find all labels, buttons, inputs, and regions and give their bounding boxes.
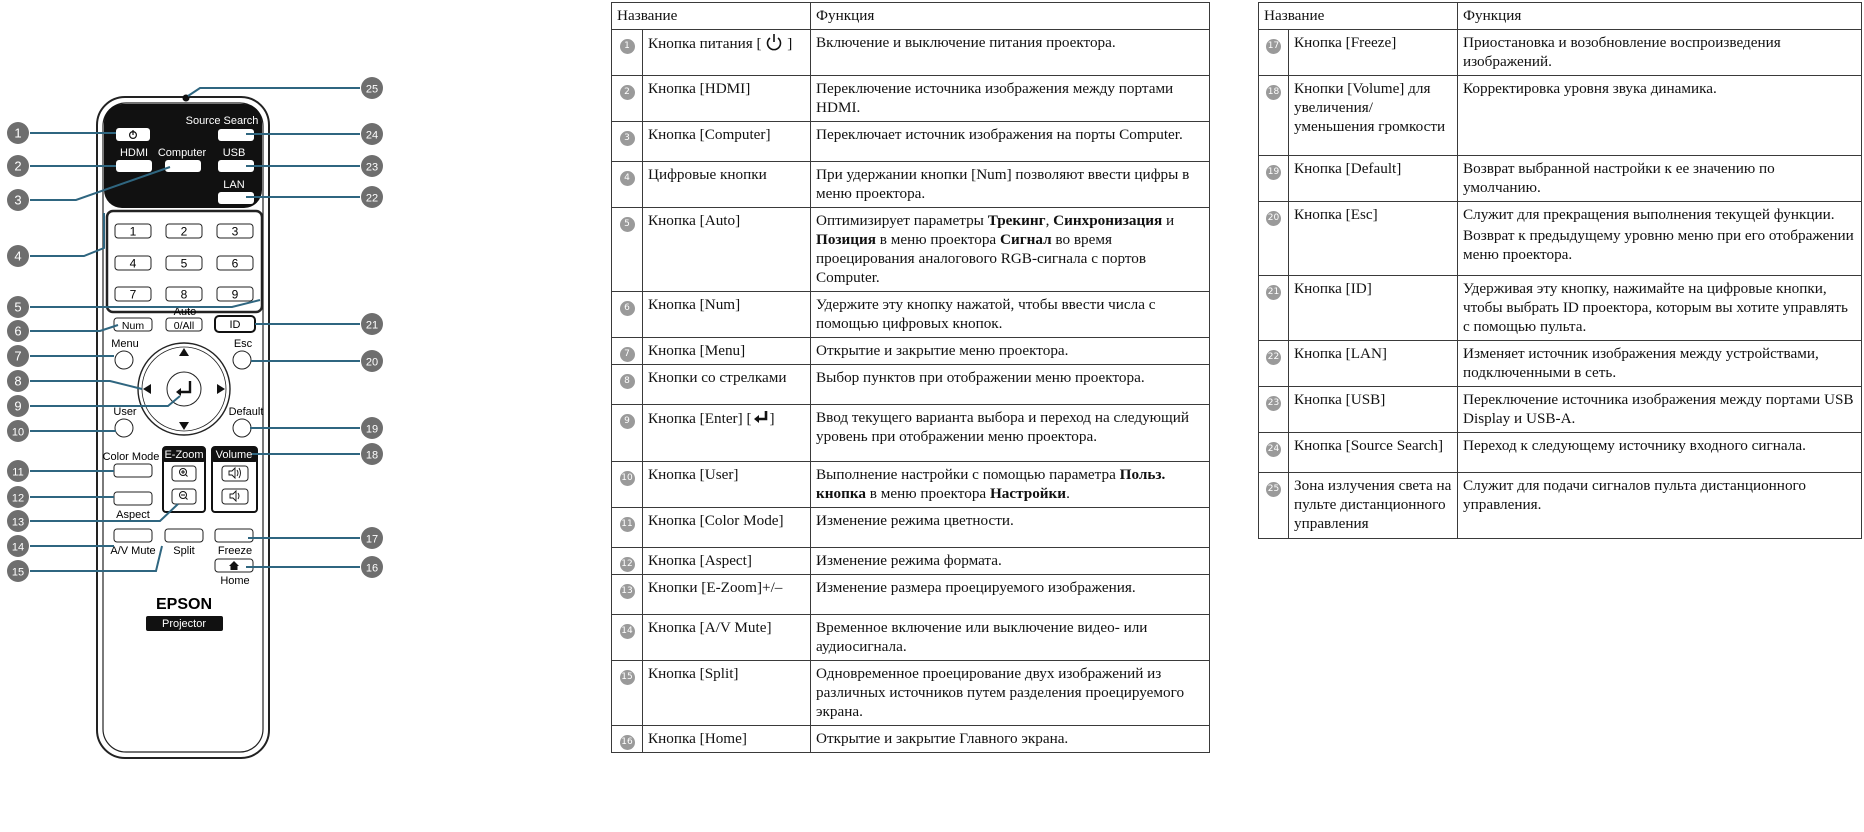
function-paragraph: Переход к следующему источнику входного сигнала. xyxy=(1463,437,1806,454)
button-function xyxy=(1458,433,1862,473)
button-name-text: Кнопка [Menu] xyxy=(648,342,746,359)
row-number-badge xyxy=(1259,473,1289,539)
freeze-label: Freeze xyxy=(217,545,253,557)
number-circle: 8 xyxy=(620,374,635,389)
table-row xyxy=(612,661,1210,726)
function-text: во время проецирования аналогового RGB-сигнала с портов Computer. xyxy=(816,231,1147,286)
table-row xyxy=(612,575,1210,615)
button-name-text: Кнопка [Color Mode] xyxy=(648,512,784,529)
row-number-badge xyxy=(1259,76,1289,156)
function-text: . xyxy=(1066,485,1070,502)
button-name-text: Кнопка [Auto] xyxy=(648,212,741,229)
digit-label: 8 xyxy=(180,287,188,302)
function-paragraph: Включение и выключение питания проектора. xyxy=(816,34,1116,51)
function-paragraph: Приостановка и возобновление воспроизведения изображений. xyxy=(1463,34,1781,70)
esc-button[interactable] xyxy=(233,351,251,369)
row-number-badge xyxy=(612,76,643,122)
home-label: Home xyxy=(220,575,250,587)
button-name xyxy=(1289,156,1458,202)
function-paragraph: Служит для подачи сигналов пульта дистанционного управления. xyxy=(1463,477,1806,513)
button-name xyxy=(1289,473,1458,539)
id-label: ID xyxy=(229,319,241,331)
function-text: и xyxy=(1162,212,1175,229)
computer-label: Computer xyxy=(157,147,207,159)
table-row xyxy=(612,365,1210,405)
header-name: Название xyxy=(1259,3,1458,30)
button-name xyxy=(643,615,811,661)
number-circle: 17 xyxy=(1266,39,1281,54)
row-number-badge xyxy=(612,575,643,615)
button-function xyxy=(1458,76,1862,156)
button-function xyxy=(1458,30,1862,76)
function-text: в меню проектора xyxy=(876,231,1000,248)
number-circle: 12 xyxy=(620,557,635,572)
digit-label: 7 xyxy=(129,287,137,302)
button-function xyxy=(811,548,1210,575)
button-name-text: Цифровые кнопки xyxy=(648,166,767,183)
callout-number: 17 xyxy=(365,533,379,546)
function-paragraph: Возврат к предыдущему уровню меню при его отображении меню проектора. xyxy=(1463,227,1854,263)
button-name xyxy=(1289,387,1458,433)
callout-number: 7 xyxy=(14,348,22,364)
callout-number: 1 xyxy=(14,125,22,141)
button-function xyxy=(811,615,1210,661)
digit-label: 5 xyxy=(180,256,188,271)
table-row xyxy=(612,615,1210,661)
row-number-badge xyxy=(1259,341,1289,387)
table-row xyxy=(612,292,1210,338)
number-circle: 19 xyxy=(1266,165,1281,180)
button-function xyxy=(811,76,1210,122)
button-name xyxy=(643,365,811,405)
digit-label: 1 xyxy=(129,224,137,239)
function-paragraph: Изменяет источник изображения между устройствами, подключенными в сеть. xyxy=(1463,345,1819,381)
button-function xyxy=(811,365,1210,405)
button-name xyxy=(643,661,811,726)
button-name-text: Кнопка [Esc] xyxy=(1294,206,1378,223)
freeze-button[interactable] xyxy=(215,529,253,542)
button-name xyxy=(643,726,811,753)
projector-label: Projector xyxy=(161,618,207,630)
row-number-badge xyxy=(612,508,643,548)
digit-label: 2 xyxy=(180,224,188,239)
number-circle: 22 xyxy=(1266,350,1281,365)
callout-number: 24 xyxy=(365,129,379,142)
button-function xyxy=(1458,387,1862,433)
number-circle: 20 xyxy=(1266,211,1281,226)
row-number-badge xyxy=(612,548,643,575)
button-function xyxy=(1458,156,1862,202)
lan-label: LAN xyxy=(223,179,245,191)
button-function xyxy=(1458,276,1862,341)
button-name-text: Кнопка [LAN] xyxy=(1294,345,1387,362)
emphasis-text: Синхронизация xyxy=(1053,212,1163,229)
digit-label: 4 xyxy=(129,256,137,271)
emphasis-text: Трекинг xyxy=(987,212,1046,229)
e-zoom-label: E-Zoom xyxy=(164,449,204,461)
number-circle: 2 xyxy=(620,85,635,100)
leader-line xyxy=(188,88,360,96)
button-name xyxy=(643,162,811,208)
table-header-row xyxy=(612,3,1210,30)
number-circle: 15 xyxy=(620,670,635,685)
number-circle: 10 xyxy=(620,471,635,486)
button-function xyxy=(811,122,1210,162)
function-paragraph xyxy=(816,211,1204,287)
table-row xyxy=(612,162,1210,208)
callout-number: 20 xyxy=(365,356,379,369)
callout-number: 6 xyxy=(14,323,22,339)
button-function xyxy=(811,661,1210,726)
buttons-table-2 xyxy=(1258,2,1862,539)
callout-number: 11 xyxy=(12,466,24,479)
function-text: Оптимизирует параметры xyxy=(816,212,988,229)
number-circle: 23 xyxy=(1266,396,1281,411)
function-paragraph: Служит для прекращения выполнения текущей функции. xyxy=(1463,206,1835,223)
auto-label: Auto xyxy=(173,306,197,318)
row-number-badge xyxy=(612,122,643,162)
button-name-text: Кнопка [User] xyxy=(648,466,739,483)
button-name-text: Кнопка [Default] xyxy=(1294,160,1402,177)
leader-line xyxy=(30,213,104,256)
button-name xyxy=(1289,433,1458,473)
button-function xyxy=(811,338,1210,365)
callout-number: 14 xyxy=(11,541,25,554)
menu-button[interactable] xyxy=(115,351,133,369)
split-label: Split xyxy=(173,545,195,557)
table-row xyxy=(612,122,1210,162)
row-number-badge xyxy=(1259,433,1289,473)
function-text: , xyxy=(1045,212,1054,229)
number-circle: 4 xyxy=(620,171,635,186)
button-function xyxy=(811,508,1210,548)
button-name-text: Кнопка [Aspect] xyxy=(648,552,752,569)
button-name-text: Кнопка [HDMI] xyxy=(648,80,751,97)
button-name-text: Зона излучения света на пульте дистанционного управления xyxy=(1294,477,1452,532)
number-circle: 14 xyxy=(620,624,635,639)
computer-button[interactable] xyxy=(165,160,201,172)
table-row xyxy=(1259,473,1862,539)
number-circle: 7 xyxy=(620,347,635,362)
table-row xyxy=(612,726,1210,753)
row-number-badge xyxy=(612,462,643,508)
button-name-text: Кнопка [Split] xyxy=(648,665,739,682)
table-row xyxy=(1259,433,1862,473)
button-function xyxy=(1458,202,1862,276)
number-circle: 24 xyxy=(1266,442,1281,457)
row-number-badge xyxy=(612,405,643,462)
button-name-text: Кнопка [ID] xyxy=(1294,280,1372,297)
row-number-badge xyxy=(1259,276,1289,341)
volume-label: Volume xyxy=(215,449,253,461)
function-paragraph: Возврат выбранной настройки к ее значению по умолчанию. xyxy=(1463,160,1775,196)
buttons-table-1 xyxy=(611,2,1210,753)
callout-number: 5 xyxy=(14,299,22,315)
function-text: Выполнение настройки с помощью параметра xyxy=(816,466,1120,483)
callout-number: 18 xyxy=(365,449,379,462)
table-row xyxy=(1259,341,1862,387)
number-circle: 25 xyxy=(1266,482,1281,497)
button-name xyxy=(1289,76,1458,156)
button-name-text: Кнопки со стрелками xyxy=(648,369,787,386)
button-function xyxy=(811,292,1210,338)
row-number-badge xyxy=(612,615,643,661)
table-row xyxy=(612,462,1210,508)
button-function xyxy=(1458,473,1862,539)
number-circle: 21 xyxy=(1266,285,1281,300)
remote-control-diagram xyxy=(0,0,470,832)
callout-number: 12 xyxy=(11,492,25,505)
function-paragraph: При удержании кнопки [Num] позволяют ввести цифры в меню проектора. xyxy=(816,166,1190,202)
function-paragraph: Изменение режима формата. xyxy=(816,552,1002,569)
user-label: User xyxy=(113,406,137,418)
table-row xyxy=(1259,76,1862,156)
callout-number: 4 xyxy=(14,248,22,264)
number-circle: 9 xyxy=(620,414,635,429)
number-circle: 1 xyxy=(620,39,635,54)
button-name xyxy=(643,338,811,365)
button-function xyxy=(811,162,1210,208)
number-circle: 3 xyxy=(620,131,635,146)
function-paragraph: Корректировка уровня звука динамика. xyxy=(1463,80,1717,97)
function-paragraph: Изменение режима цветности. xyxy=(816,512,1014,529)
function-paragraph: Удержите эту кнопку нажатой, чтобы ввести числа с помощью цифровых кнопок. xyxy=(816,296,1156,332)
button-name xyxy=(643,122,811,162)
callout-number: 22 xyxy=(365,192,379,205)
callout-number: 3 xyxy=(14,192,22,208)
function-paragraph: Изменение размера проецируемого изображения. xyxy=(816,579,1136,596)
button-name xyxy=(643,76,811,122)
function-paragraph: Одновременное проецирование двух изображений из различных источников путем разделения проецируемого экрана. xyxy=(816,665,1185,720)
table-row xyxy=(612,548,1210,575)
button-function xyxy=(811,208,1210,292)
button-function xyxy=(811,462,1210,508)
row-number-badge xyxy=(1259,202,1289,276)
table-row xyxy=(612,508,1210,548)
function-paragraph: Переключение источника изображения между портами USB Display и USB-A. xyxy=(1463,391,1854,427)
button-name-text: Кнопка [Computer] xyxy=(648,126,771,143)
function-paragraph: Временное включение или выключение видео- или аудиосигнала. xyxy=(816,619,1148,655)
function-text: в меню проектора xyxy=(865,485,990,502)
row-number-badge xyxy=(612,365,643,405)
callout-number: 23 xyxy=(365,161,379,174)
number-circle: 18 xyxy=(1266,85,1281,100)
button-name-text: Кнопка [Enter] [ xyxy=(648,410,752,427)
button-name-suffix: ] xyxy=(783,35,793,52)
number-circle: 16 xyxy=(620,735,635,750)
row-number-badge xyxy=(612,162,643,208)
button-name xyxy=(643,575,811,615)
button-function xyxy=(1458,341,1862,387)
table-header-row xyxy=(1259,3,1862,30)
table-row xyxy=(612,208,1210,292)
callout-number: 19 xyxy=(365,423,379,436)
hdmi-button[interactable] xyxy=(116,160,152,172)
table-row xyxy=(612,30,1210,76)
emphasis-text: Настройки xyxy=(989,485,1067,502)
row-number-badge xyxy=(1259,156,1289,202)
callout-number: 10 xyxy=(11,426,25,439)
digit-label: 3 xyxy=(231,224,239,239)
table-row xyxy=(1259,156,1862,202)
button-name xyxy=(643,548,811,575)
function-paragraph: Выбор пунктов при отображении меню проектора. xyxy=(816,369,1145,386)
row-number-badge xyxy=(612,208,643,292)
table-row xyxy=(612,405,1210,462)
function-paragraph: Удерживая эту кнопку, нажимайте на цифровые кнопки, чтобы выбрать ID проектора, которым вы хотите управлять с помощью пульта. xyxy=(1463,280,1848,335)
hdmi-label: HDMI xyxy=(119,147,149,159)
row-number-badge xyxy=(612,338,643,365)
default-button[interactable] xyxy=(233,419,251,437)
table-row xyxy=(1259,202,1862,276)
button-name-text: Кнопка [Freeze] xyxy=(1294,34,1397,51)
callout-number: 15 xyxy=(11,566,25,579)
header-function: Функция xyxy=(811,3,1210,30)
button-name xyxy=(643,462,811,508)
function-paragraph: Переключение источника изображения между портами HDMI. xyxy=(816,80,1174,116)
button-name xyxy=(1289,202,1458,276)
function-paragraph: Открытие и закрытие меню проектора. xyxy=(816,342,1069,359)
default-label: Default xyxy=(228,406,264,418)
button-name xyxy=(643,30,811,76)
button-name-text: Кнопка питания [ xyxy=(648,35,766,52)
epson-logo: EPSON xyxy=(155,596,213,613)
number-circle: 5 xyxy=(620,217,635,232)
row-number-badge xyxy=(612,30,643,76)
table-row xyxy=(1259,276,1862,341)
zero-all-label: 0/All xyxy=(173,320,195,332)
color-mode-label: Color Mode xyxy=(102,451,160,463)
button-name-text: Кнопка [A/V Mute] xyxy=(648,619,772,636)
usb-label: USB xyxy=(222,147,246,159)
button-name xyxy=(1289,341,1458,387)
function-paragraph xyxy=(816,465,1204,503)
emphasis-text: Сигнал xyxy=(999,231,1052,248)
button-name xyxy=(1289,30,1458,76)
button-name-text: Кнопки [Volume] для увеличения/уменьшения громкости xyxy=(1294,80,1446,135)
row-number-badge xyxy=(612,726,643,753)
button-function xyxy=(811,575,1210,615)
function-paragraph: Открытие и закрытие Главного экрана. xyxy=(816,730,1069,747)
aspect-label: Aspect xyxy=(116,509,150,521)
callout-number: 13 xyxy=(11,516,25,529)
enter-button[interactable] xyxy=(167,372,201,406)
num-label: Num xyxy=(121,320,145,332)
button-name-text: Кнопка [Source Search] xyxy=(1294,437,1444,454)
button-name-text: Кнопка [Num] xyxy=(648,296,741,313)
button-function xyxy=(811,30,1210,76)
row-number-badge xyxy=(612,661,643,726)
volume-down-button[interactable] xyxy=(222,489,248,504)
esc-label: Esc xyxy=(233,338,253,350)
row-number-badge xyxy=(612,292,643,338)
digit-label: 9 xyxy=(231,287,239,302)
split-button[interactable] xyxy=(165,529,203,542)
row-number-badge xyxy=(1259,30,1289,76)
button-name-text: Кнопки [E-Zoom]+/– xyxy=(648,579,783,596)
callout-number: 16 xyxy=(365,562,379,575)
callout-number: 2 xyxy=(14,158,22,174)
header-name: Название xyxy=(612,3,811,30)
color-mode-button[interactable] xyxy=(114,464,152,477)
power-icon xyxy=(765,33,783,51)
button-name-text: Кнопка [USB] xyxy=(1294,391,1386,408)
callout-number: 9 xyxy=(14,398,22,414)
source-search-label: Source Search xyxy=(185,115,259,127)
table-row xyxy=(612,338,1210,365)
callout-number: 25 xyxy=(365,83,379,96)
button-name-suffix: ] xyxy=(769,410,775,427)
number-circle: 13 xyxy=(620,584,635,599)
user-button[interactable] xyxy=(115,419,133,437)
number-circle: 6 xyxy=(620,301,635,316)
table-row xyxy=(612,76,1210,122)
function-paragraph: Переключает источник изображения на порты Computer. xyxy=(816,126,1183,143)
enter-icon xyxy=(752,408,770,426)
table-row xyxy=(1259,30,1862,76)
digit-label: 6 xyxy=(231,256,239,271)
button-function xyxy=(811,726,1210,753)
emphasis-text: Польз. кнопка xyxy=(816,466,1166,502)
header-function: Функция xyxy=(1458,3,1862,30)
emphasis-text: Позиция xyxy=(816,231,876,248)
row-number-badge xyxy=(1259,387,1289,433)
callout-number: 21 xyxy=(365,319,379,332)
number-circle: 11 xyxy=(620,517,635,532)
button-name xyxy=(643,508,811,548)
callout-number: 8 xyxy=(14,373,22,389)
av-mute-button[interactable] xyxy=(114,529,152,542)
function-paragraph: Ввод текущего варианта выбора и переход на следующий уровень при отображении меню проектора. xyxy=(816,409,1189,445)
button-name-text: Кнопка [Home] xyxy=(648,730,747,747)
button-name xyxy=(643,405,811,462)
av-mute-label: A/V Mute xyxy=(110,545,156,557)
button-name xyxy=(643,208,811,292)
table-row xyxy=(1259,387,1862,433)
menu-label: Menu xyxy=(111,338,139,350)
button-name xyxy=(643,292,811,338)
aspect-button[interactable] xyxy=(114,492,152,505)
button-name xyxy=(1289,276,1458,341)
button-function xyxy=(811,405,1210,462)
